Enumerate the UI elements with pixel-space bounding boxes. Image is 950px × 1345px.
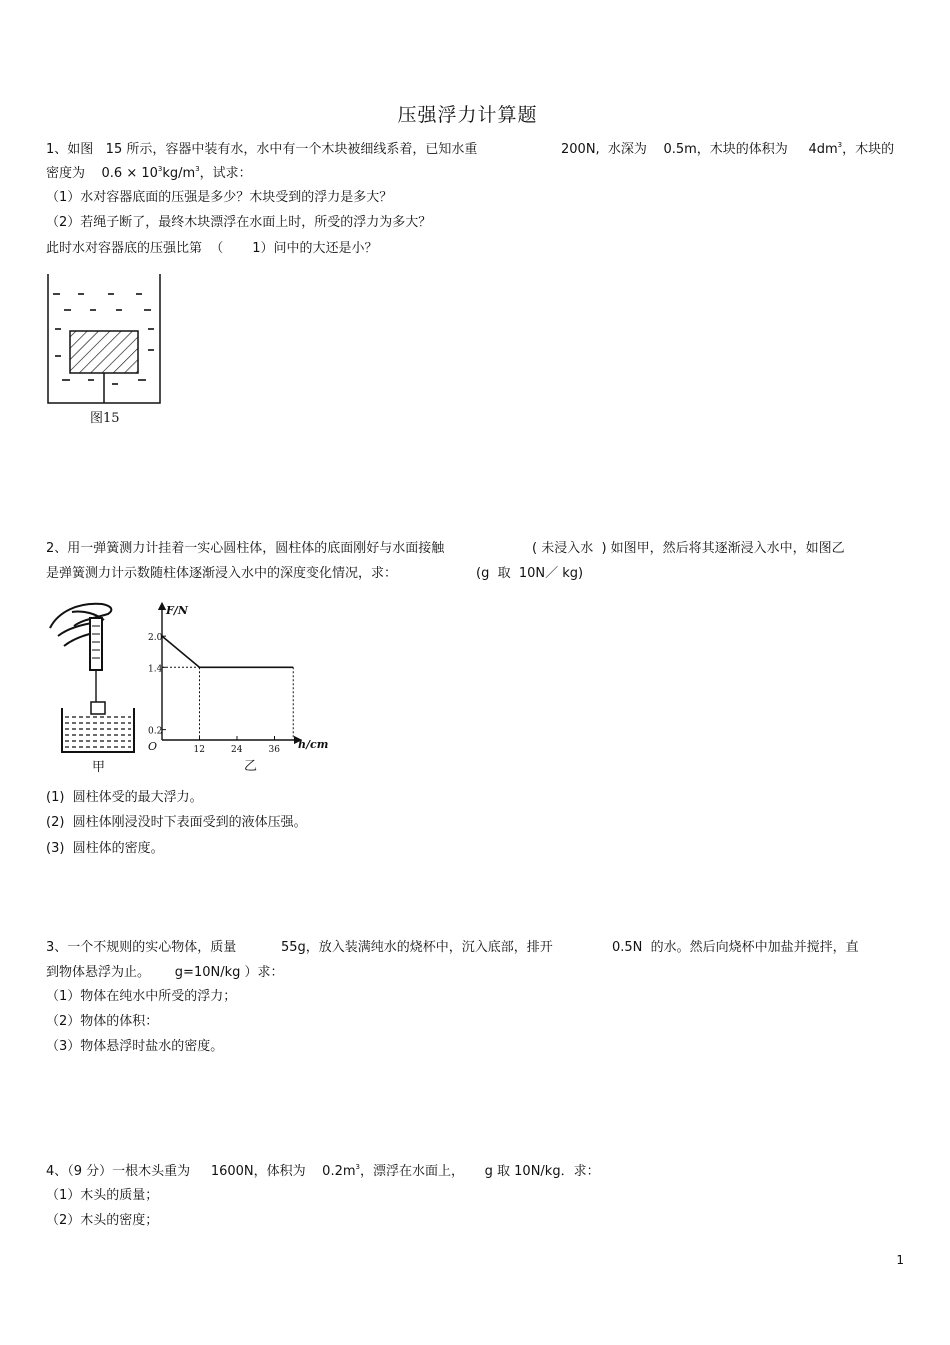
q1-density-unit: kg/m: [162, 166, 196, 181]
q4-sup: 3: [355, 1163, 360, 1171]
q2-sub-1: (1) 圆柱体受的最大浮力。: [46, 790, 203, 805]
y-tick-label: 1.4: [148, 664, 163, 675]
fig15-label: 图15: [90, 411, 120, 426]
y-axis-label: F/N: [166, 604, 188, 617]
q1-density-a: 密度为 0.6 × 10: [46, 166, 158, 181]
q1-text-c: ，木块的: [842, 142, 895, 157]
q1-density-c: ，试求：: [199, 166, 252, 181]
q3-sub-1: （1）物体在纯水中所受的浮力；: [46, 989, 237, 1004]
q1-sub-3: 此时水对容器底的压强比第 （ 1）问中的大还是小？: [46, 241, 378, 256]
q3-line-1b: 55g，放入装满纯水的烧杯中，沉入底部，排开: [281, 940, 553, 955]
wooden-block: [70, 331, 138, 373]
q1-sub-1: （1）水对容器底面的压强是多少？木块受到的浮力是多大？: [46, 190, 393, 205]
x-tick-label: 12: [193, 745, 205, 755]
q1-line-2: [46, 166, 252, 182]
q4-sub-2: （2）木头的密度；: [46, 1213, 159, 1228]
q2-line-1b: ( 未浸入水 ) 如图甲，然后将其逐渐浸入水中，如图乙: [532, 541, 845, 556]
q1-sup: 3: [837, 141, 843, 149]
q2-line-2a: 是弹簧测力计示数随柱体逐渐浸入水中的深度变化情况，求：: [46, 566, 398, 581]
q3-line-1a: 3、一个不规则的实心物体，质量: [46, 940, 237, 955]
y-tick-label: 2.0: [148, 633, 163, 644]
q1-text-a: 1、如图 15 所示，容器中装有水，水中有一个木块被细线系着，已知水重: [46, 142, 478, 157]
q3-sub-3: （3）物体悬浮时盐水的密度。: [46, 1039, 224, 1054]
origin-label: O: [148, 740, 158, 753]
fig-yi-label: 乙: [244, 759, 258, 774]
q1-line-1: [46, 142, 477, 158]
q1-sub-2: （2）若绳子断了，最终木块漂浮在水面上时，所受的浮力为多大？: [46, 215, 432, 230]
q3-sub-2: （2）物体的体积：: [46, 1014, 159, 1029]
figure-15: [44, 272, 174, 432]
force-depth-chart: [148, 600, 338, 778]
cylinder: [91, 702, 105, 714]
q2-line-2b: (g 取 10N／ kg): [476, 566, 584, 581]
q3-line-1c: 0.5N 的水。然后向烧杯中加盐并搅拌，直: [612, 940, 859, 955]
x-tick-label: 36: [268, 745, 280, 755]
q4-text-a: 4、（9 分）一根木头重为 1600N，体积为 0.2m: [46, 1164, 356, 1179]
q1-density-exp: 3: [157, 165, 163, 173]
q1-line-1b: [561, 142, 894, 158]
figure-jia: [44, 596, 149, 778]
beaker-water: [65, 717, 131, 747]
q4-line-1: [46, 1164, 600, 1180]
page-title: 压强浮力计算题: [397, 104, 538, 126]
y-tick-label: 0.2: [148, 726, 163, 737]
q2-line-1a: 2、用一弹簧测力计挂着一实心圆柱体，圆柱体的底面刚好与水面接触: [46, 541, 445, 556]
fig-jia-label: 甲: [92, 760, 106, 775]
q1-density-unit-exp: 3: [195, 165, 200, 173]
q1-text-b: 200N, 水深为 0.5m，木块的体积为 4dm: [561, 142, 838, 157]
q2-sub-3: (3) 圆柱体的密度。: [46, 841, 164, 856]
series-line: [162, 636, 293, 667]
q4-sub-1: （1）木头的质量；: [46, 1188, 159, 1203]
q3-line-2: 到物体悬浮为止。 g=10N/kg ）求：: [46, 965, 284, 980]
x-axis-label: h/cm: [298, 738, 329, 751]
page-number: 1: [896, 1253, 904, 1267]
q4-text-b: ，漂浮在水面上， g 取 10N/kg．求：: [359, 1164, 600, 1179]
x-tick-label: 24: [231, 745, 243, 755]
q2-sub-2: (2) 圆柱体刚浸没时下表面受到的液体压强。: [46, 815, 307, 830]
